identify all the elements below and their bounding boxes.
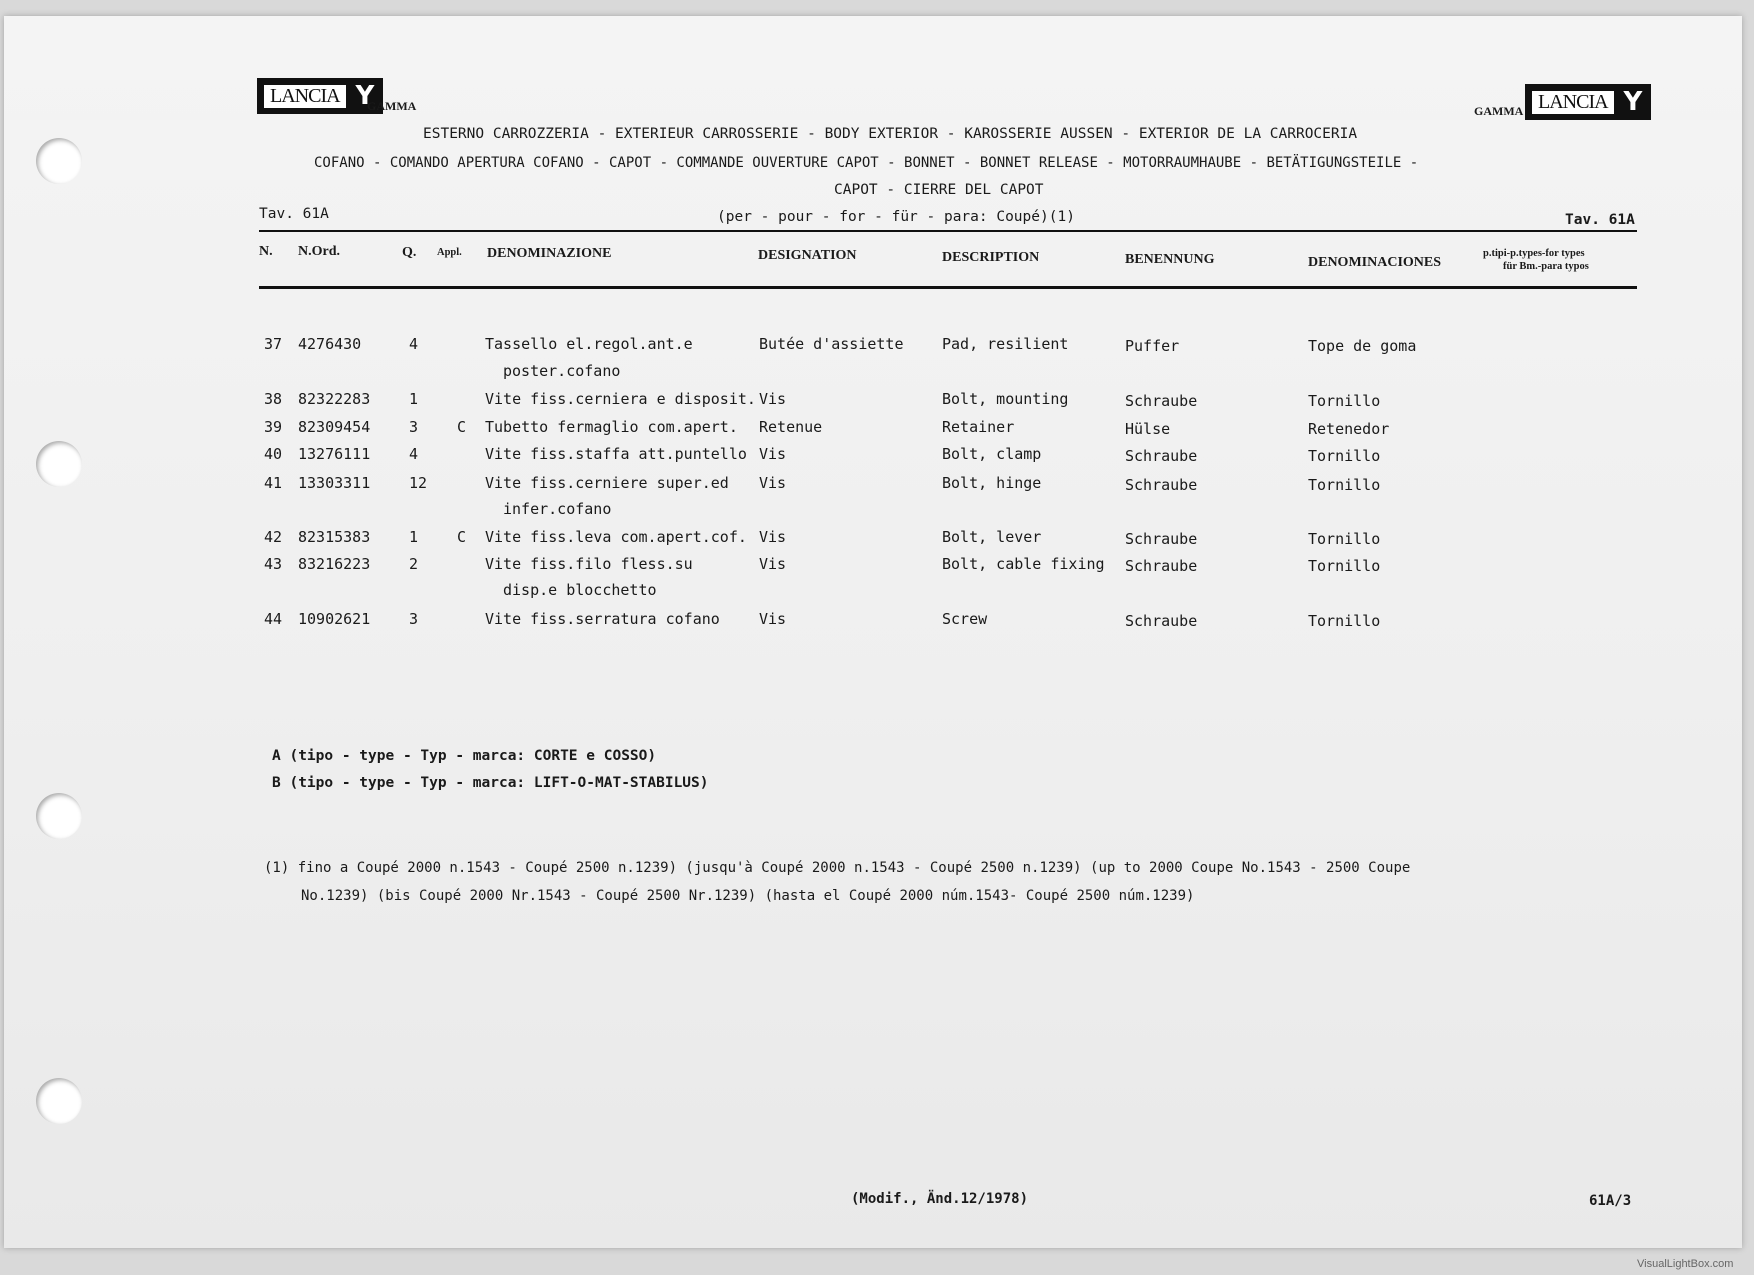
column-header-rule <box>259 286 1637 289</box>
quantity: 1 <box>409 390 419 409</box>
quantity: 1 <box>409 527 419 546</box>
order-number: 4276430 <box>298 335 362 353</box>
italian-name-continued: poster.cofano <box>503 362 621 380</box>
row-number: 40 <box>264 445 283 464</box>
quantity: 12 <box>409 473 428 492</box>
english-name: Bolt, lever <box>942 527 1042 546</box>
model-label-left: GAMMA <box>367 99 417 113</box>
order-number: 82322283 <box>298 390 371 409</box>
quantity: 3 <box>409 418 419 437</box>
row-number: 42 <box>264 527 283 546</box>
binder-hole <box>36 138 82 184</box>
table-number-left: Tav. 61A <box>259 206 329 222</box>
spanish-name: Tornillo <box>1308 612 1381 631</box>
lancia-logo-symbol: Y <box>355 81 375 111</box>
italian-name: Vite fiss.cerniera e disposit. <box>485 390 756 409</box>
modification-date: (Modif., Änd.12/1978) <box>851 1191 1029 1207</box>
spanish-name: Tornillo <box>1308 556 1381 575</box>
page-number: 61A/3 <box>1589 1193 1632 1209</box>
section-title-line1: ESTERNO CARROZZERIA - EXTERIEUR CARROSSERIE - BODY EXTERIOR - KAROSSERIE AUSSEN - EXTERIOR DE LA CARROCERIA <box>423 126 1358 142</box>
italian-name: Vite fiss.cerniere super.ed <box>485 473 729 492</box>
german-name: Schraube <box>1125 556 1198 575</box>
row-number: 38 <box>264 390 283 409</box>
col-types-line2: für Bm.-para typos <box>1503 261 1589 272</box>
english-name: Screw <box>942 610 988 629</box>
applicability-note: (per - pour - for - für - para: Coupé)(1) <box>717 209 1075 225</box>
order-number: 10902621 <box>298 610 371 629</box>
row-number: 41 <box>264 473 283 492</box>
section-title-line3: CAPOT - CIERRE DEL CAPOT <box>834 182 1044 198</box>
spanish-name: Tope de goma <box>1308 337 1417 355</box>
italian-name: Vite fiss.staffa att.puntello <box>485 445 747 464</box>
french-name: Vis <box>759 473 787 492</box>
applicability-code: C <box>457 527 467 546</box>
table-number-right: Tav. 61A <box>1565 212 1635 228</box>
col-n-ord: N.Ord. <box>298 244 340 259</box>
col-n: N. <box>259 244 273 259</box>
french-name: Vis <box>759 554 787 573</box>
quantity: 4 <box>409 335 419 353</box>
english-name: Bolt, cable fixing <box>942 554 1105 573</box>
binder-hole <box>36 441 82 487</box>
english-name: Retainer <box>942 418 1015 437</box>
french-name: Vis <box>759 390 787 409</box>
col-description: DESCRIPTION <box>942 250 1040 265</box>
italian-name-continued: infer.cofano <box>503 500 612 518</box>
english-name: Bolt, clamp <box>942 445 1042 464</box>
spanish-name: Retenedor <box>1308 420 1390 439</box>
binder-hole <box>36 1078 82 1124</box>
english-name: Pad, resilient <box>942 335 1069 353</box>
french-name: Vis <box>759 610 787 629</box>
footnote-line1: (1) fino a Coupé 2000 n.1543 - Coupé 2500 n.1239) (jusqu'à Coupé 2000 n.1543 - Coupé 2500 n.1239) (up to 2000 Coupe No.1543 - 2500 Coupe <box>264 860 1411 876</box>
order-number: 13276111 <box>298 445 371 464</box>
german-name: Schraube <box>1125 392 1198 411</box>
italian-name: Vite fiss.filo fless.su <box>485 554 693 573</box>
english-name: Bolt, mounting <box>942 390 1069 409</box>
note-b: B (tipo - type - Typ - marca: LIFT-O-MAT-STABILUS) <box>272 775 709 791</box>
italian-name: Tubetto fermaglio com.apert. <box>485 418 738 437</box>
lancia-logo-right <box>1525 84 1651 120</box>
col-denominazione: DENOMINAZIONE <box>487 246 612 261</box>
lancia-logo-text: LANCIA <box>1530 89 1616 116</box>
col-types <box>1483 247 1633 273</box>
french-name: Butée d'assiette <box>759 335 904 353</box>
applicability-code: C <box>457 418 467 437</box>
col-types-line1: p.tipi-p.types-for types <box>1483 248 1585 259</box>
english-name: Bolt, hinge <box>942 473 1042 492</box>
german-name: Puffer <box>1125 337 1180 355</box>
german-name: Schraube <box>1125 529 1198 548</box>
german-name: Schraube <box>1125 475 1198 494</box>
spanish-name: Tornillo <box>1308 475 1381 494</box>
lancia-logo-symbol: Y <box>1623 87 1643 117</box>
lancia-logo-text: LANCIA <box>262 83 348 110</box>
order-number: 83216223 <box>298 554 371 573</box>
col-denominaciones: DENOMINACIONES <box>1308 255 1442 270</box>
german-name: Hülse <box>1125 420 1171 439</box>
order-number: 13303311 <box>298 473 371 492</box>
col-q: Q. <box>402 245 417 260</box>
catalog-page <box>4 16 1742 1248</box>
section-title-line2: COFANO - COMANDO APERTURA COFANO - CAPOT - COMMANDE OUVERTURE CAPOT - BONNET - BONNET RELEASE - MOTORRAUMHAUBE - BETÄTIGUNGSTEILE - <box>314 155 1419 171</box>
spanish-name: Tornillo <box>1308 529 1381 548</box>
row-number: 44 <box>264 610 283 629</box>
french-name: Retenue <box>759 418 823 437</box>
order-number: 82309454 <box>298 418 371 437</box>
quantity: 4 <box>409 445 419 464</box>
italian-name-continued: disp.e blocchetto <box>503 581 657 599</box>
quantity: 2 <box>409 554 419 573</box>
german-name: Schraube <box>1125 447 1198 466</box>
french-name: Vis <box>759 445 787 464</box>
watermark: VisualLightBox.com <box>1637 1258 1734 1270</box>
order-number: 82315383 <box>298 527 371 546</box>
col-benennung: BENENNUNG <box>1125 252 1215 267</box>
row-number: 37 <box>264 335 283 353</box>
note-a: A (tipo - type - Typ - marca: CORTE e COSSO) <box>272 748 657 764</box>
row-number: 39 <box>264 418 283 437</box>
german-name: Schraube <box>1125 612 1198 631</box>
spanish-name: Tornillo <box>1308 447 1381 466</box>
col-appl: Appl. <box>437 247 462 258</box>
quantity: 3 <box>409 610 419 629</box>
french-name: Vis <box>759 527 787 546</box>
header-rule <box>259 230 1637 232</box>
footnote-line2: No.1239) (bis Coupé 2000 Nr.1543 - Coupé 2500 Nr.1239) (hasta el Coupé 2000 núm.1543- Coupé 2500 núm.1239) <box>301 888 1195 904</box>
binder-hole <box>36 793 82 839</box>
model-label-right: GAMMA <box>1474 104 1524 118</box>
lancia-logo-left <box>257 78 383 114</box>
italian-name: Tassello el.regol.ant.e <box>485 335 693 353</box>
spanish-name: Tornillo <box>1308 392 1381 411</box>
italian-name: Vite fiss.serratura cofano <box>485 610 720 629</box>
row-number: 43 <box>264 554 283 573</box>
col-designation: DESIGNATION <box>758 248 857 263</box>
italian-name: Vite fiss.leva com.apert.cof. <box>485 527 747 546</box>
